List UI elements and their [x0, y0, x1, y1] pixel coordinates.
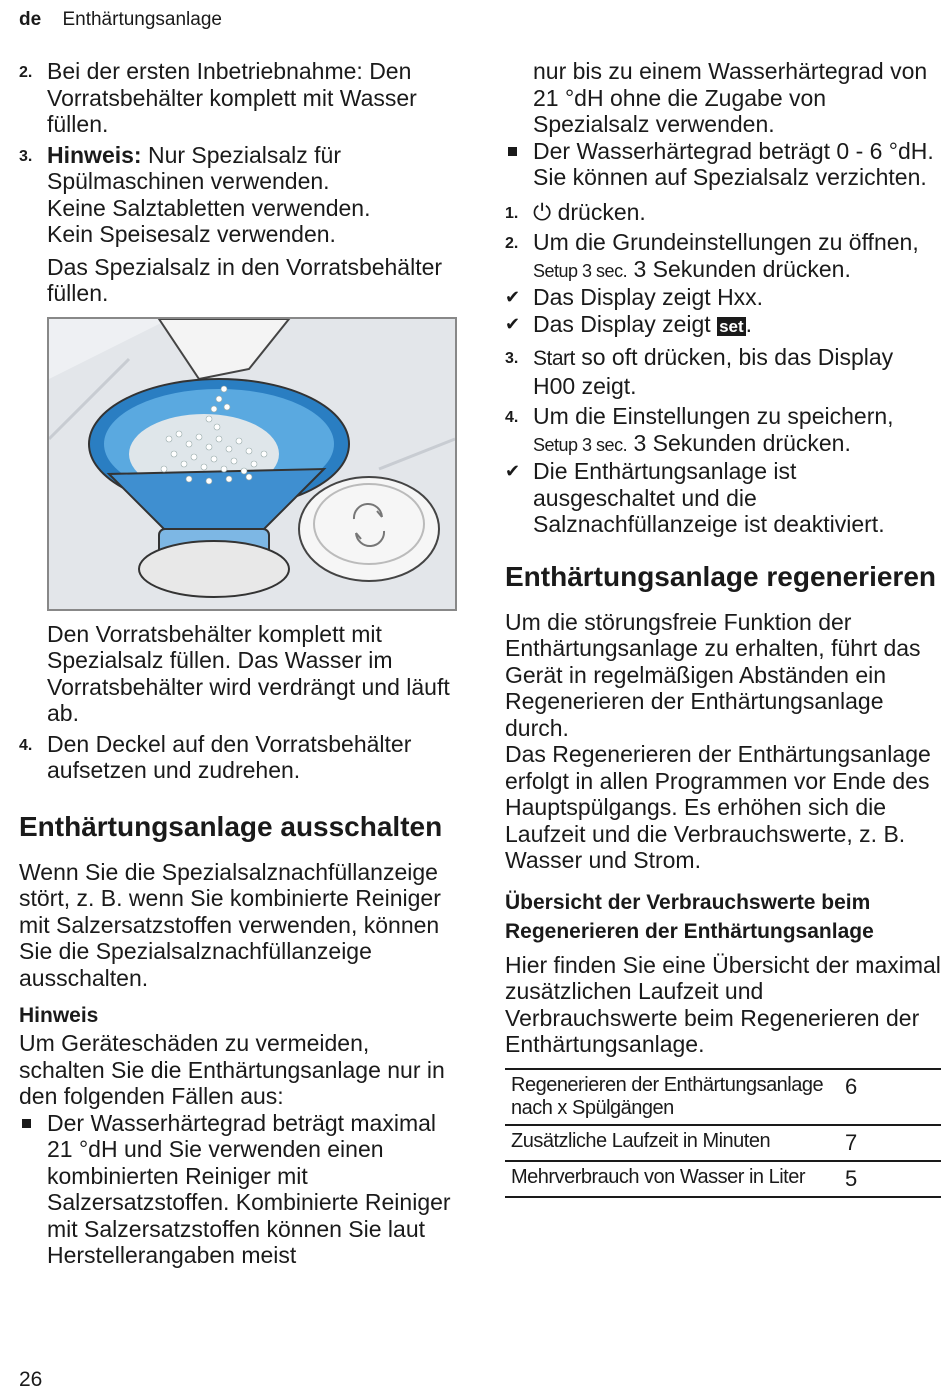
table-cell-value: 5 [839, 1161, 941, 1197]
table-row [505, 1125, 941, 1161]
bullet-item [19, 1110, 459, 1269]
step-number: 4. [19, 736, 33, 754]
step-text: Um die Einstellungen zu speichern, [533, 403, 894, 429]
checkmark-icon: ✔ [505, 287, 521, 307]
section-heading: Enthärtungsanlage regenerieren [505, 560, 937, 592]
step-number: 2. [19, 64, 33, 81]
table-cell-value: 6 [839, 1069, 941, 1125]
paragraph: Um die störungsfreie Funktion der Enthärtungsanlage zu erhalten, führt das Gerät in regelmäßigen Abständen ein Regenerieren der Enthärtungsanlage durch. [505, 608, 921, 741]
result-item [505, 284, 941, 311]
left-column [19, 58, 459, 1269]
table-cell-value: 7 [839, 1125, 941, 1161]
paragraph: Hier finden Sie eine Übersicht der maximal zusätzlichen Laufzeit und Verbrauchswerte beim Regenerieren der Enthärtungsanlage. [505, 951, 941, 1057]
bullet-item [505, 138, 941, 191]
consumption-table [505, 1068, 941, 1198]
step-4 [505, 403, 941, 458]
bullet-text: Der Wasserhärtegrad beträgt 0 - 6 °dH. Sie können auf Spezialsalz verzichten. [533, 137, 934, 190]
step-text: drücken. [557, 198, 646, 225]
step-text: Bei der ersten Inbetriebnahme: Den Vorratsbehälter komplett mit Wasser füllen. [47, 58, 417, 137]
bullet-square-icon [22, 1119, 31, 1128]
result-text: Das Display zeigt [533, 310, 711, 337]
step-3 [19, 142, 459, 307]
setup-key-label: Setup 3 sec. [533, 260, 628, 281]
result-item [505, 311, 941, 341]
hint-line: Keine Salztabletten verwenden. [47, 194, 371, 221]
set-display-badge: set [719, 316, 744, 336]
step-number: 4. [505, 409, 519, 426]
paragraph: Um Geräteschäden zu vermeiden, schalten Sie die Enthärtungsanlage nur in den folgenden Fällen aus: [19, 1030, 445, 1109]
right-column [505, 58, 941, 1198]
header-title: Enthärtungsanlage [62, 9, 222, 30]
table-cell-label: Zusätzliche Laufzeit in Minuten [505, 1125, 839, 1161]
salt-filling-illustration [47, 317, 457, 611]
table-row [505, 1161, 941, 1197]
language-code: de [19, 9, 42, 30]
setup-key-label: Setup 3 sec. [533, 434, 628, 455]
table-cell-label: Regenerieren der Enthärtungsanlage nach x Spülgängen [505, 1069, 839, 1125]
bullet-continuation: nur bis zu einem Wasserhärtegrad von 21 °dH ohne die Zugabe von Spezialsalz verwenden. [533, 58, 928, 137]
step-number: 1. [505, 204, 519, 222]
step-text: so oft drücken, bis das Display H00 zeigt. [533, 344, 894, 399]
hint-heading: Hinweis [19, 1004, 99, 1027]
punctuation: . [745, 310, 753, 337]
page-number: 26 [19, 1368, 43, 1391]
step-number: 3. [505, 350, 519, 367]
section-heading: Enthärtungsanlage ausschalten [19, 810, 443, 842]
result-item [505, 458, 941, 538]
table-row [505, 1069, 941, 1125]
step-2 [19, 58, 459, 138]
step-text: 3 Sekunden drücken. [633, 429, 851, 456]
step-2 [505, 229, 941, 284]
step-number: 3. [19, 147, 33, 165]
funnel-salt-image [49, 319, 455, 609]
bullet-text: Der Wasserhärtegrad beträgt maximal 21 °dH und Sie verwenden einen kombinierten Reiniger mit Salzersatzstoffen. Kombinierte Reiniger mit Salzersatzstoffen können Sie laut Herstellerangaben meist [47, 1109, 451, 1268]
paragraph: Wenn Sie die Spezialsalznachfüllanzeige stört, z. B. wenn Sie kombinierte Reiniger mit Salzersatzstoffen verwenden, können Sie die Spezialsalznachfüllanzeige ausschalten. [19, 858, 441, 991]
step-text: 3 Sekunden drücken. [633, 255, 851, 282]
checkmark-icon: ✔ [505, 461, 521, 481]
sub-heading: Übersicht der Verbrauchswerte beim Regenerieren der Enthärtungsanlage [505, 890, 874, 943]
checkmark-icon: ✔ [505, 313, 521, 334]
page-header [19, 9, 222, 31]
hint-text: Nur Spezialsalz für Spülmaschinen verwenden. [47, 141, 341, 194]
step-3 [505, 344, 941, 399]
hint-label: Hinweis: [47, 141, 142, 168]
paragraph: Den Vorratsbehälter komplett mit Spezialsalz füllen. Das Wasser im Vorratsbehälter wird verdrängt und läuft ab. [47, 620, 450, 726]
step-text: Um die Grundeinstellungen zu öffnen, [533, 229, 919, 255]
result-text: Die Enthärtungsanlage ist ausgeschaltet und die Salznachfüllanzeige ist deaktiviert. [533, 458, 885, 537]
table-cell-label: Mehrverbrauch von Wasser in Liter [505, 1161, 839, 1197]
start-key-label: Start [533, 347, 575, 370]
step-number: 2. [505, 235, 519, 252]
step-text: Den Deckel auf den Vorratsbehälter aufsetzen und zudrehen. [47, 730, 412, 783]
step-paragraph: Das Spezialsalz in den Vorratsbehälter füllen. [47, 253, 443, 306]
power-icon: ⏻ [533, 198, 552, 225]
step-4 [19, 731, 459, 784]
paragraph: Das Regenerieren der Enthärtungsanlage erfolgt in allen Programmen vor Ende des Hauptspülgangs. Es erhöhen sich die Laufzeit und die Verbrauchswerte, z. B. Wasser und Strom. [505, 741, 931, 873]
step-1 [505, 199, 941, 226]
result-text: Das Display zeigt Hxx. [533, 284, 764, 310]
hint-line: Kein Speisesalz verwenden. [47, 221, 336, 247]
bullet-square-icon [508, 147, 517, 156]
